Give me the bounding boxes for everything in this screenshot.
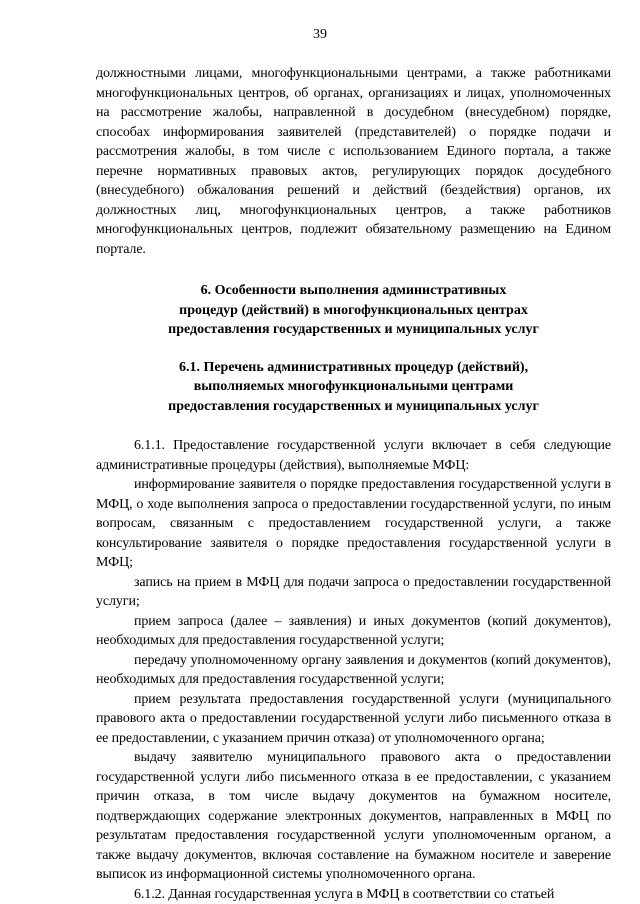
subsection-heading-line: 6.1. Перечень административных процедур (действий), [178,359,529,375]
section-heading-line: 6. Особенности выполнения административных [200,283,507,298]
body-paragraph: выдачу заявителю муниципального правового акта о предоставлении государственной услуги либо письменного отказа в ее предоставлении, с указанием причин отказа, в том числе выдачу документов на бумажном носителе, подтверждающих содержание электронных документов, направленных в МФЦ по результатам предоставления государственной услуги уполномоченным органом, а также выдачу документов, включая составление на бумажном носителе и заверение выписок из информационной системы уполномоченного органа. [96,750,611,882]
body-paragraph: информирование заявителя о порядке предоставления государственной услуги в МФЦ, о ходе выполнения запроса о предоставлении государственной услуги, по иным вопросам, связанным с предоставлением государственной услуги, а также консультирование заявителя о порядке предоставления государственной услуги в МФЦ; [96,477,611,570]
subsection-heading [96,358,611,417]
intro-paragraph: должностными лицами, многофункциональными центрами, а также работниками многофункциональных центров, об органах, организациях и лицах, уполномоченных на рассмотрение жалобы, направленной в досудебном (внесудебном) порядке, способах информирования заявителей (представителей) о порядке подачи и рассмотрения жалобы, в том числе с использованием Единого портала, а также перечне нормативных правовых актов, регулирующих порядок досудебного (внесудебного) обжалования решений и действий (бездействия) органов, их должностных лиц, многофункциональных центров, а также работников многофункциональных центров, подлежит обязательному размещению на Едином портале. [96,66,611,257]
section-heading-line: предоставления государственных и муниципальных услуг [168,322,539,337]
body-paragraph: прием запроса (далее – заявления) и иных документов (копий документов), необходимых для предоставления государственной услуги; [96,613,611,648]
body-paragraph: прием результата предоставления государственной услуги (муниципального правового акта о предоставлении государственной услуги либо письменного отказа в ее предоставлении, с указанием причин отказа) от уполномоченного органа; [96,691,611,746]
section-heading [96,281,611,340]
section-heading-line: процедур (действий) в многофункциональных центрах [179,302,528,318]
body-paragraph: запись на прием в МФЦ для подачи запроса о предоставлении государственной услуги; [96,574,611,609]
body-paragraph: 6.1.1. Предоставление государственной услуги включает в себя следующие административные процедуры (действия), выполняемые МФЦ: [96,438,611,473]
subsection-heading-line: выполняемых многофункциональными центрами [193,379,514,394]
body-paragraph: 6.1.2. Данная государственная услуга в МФЦ в соответствии со статьей [134,886,555,902]
subsection-heading-line: предоставления государственных и муниципальных услуг [168,398,539,414]
page-number: 39 [313,27,327,42]
document-body [96,64,611,904]
body-paragraph: передачу уполномоченному органу заявления и документов (копий документов), необходимых для предоставления государственной услуги; [96,652,611,687]
